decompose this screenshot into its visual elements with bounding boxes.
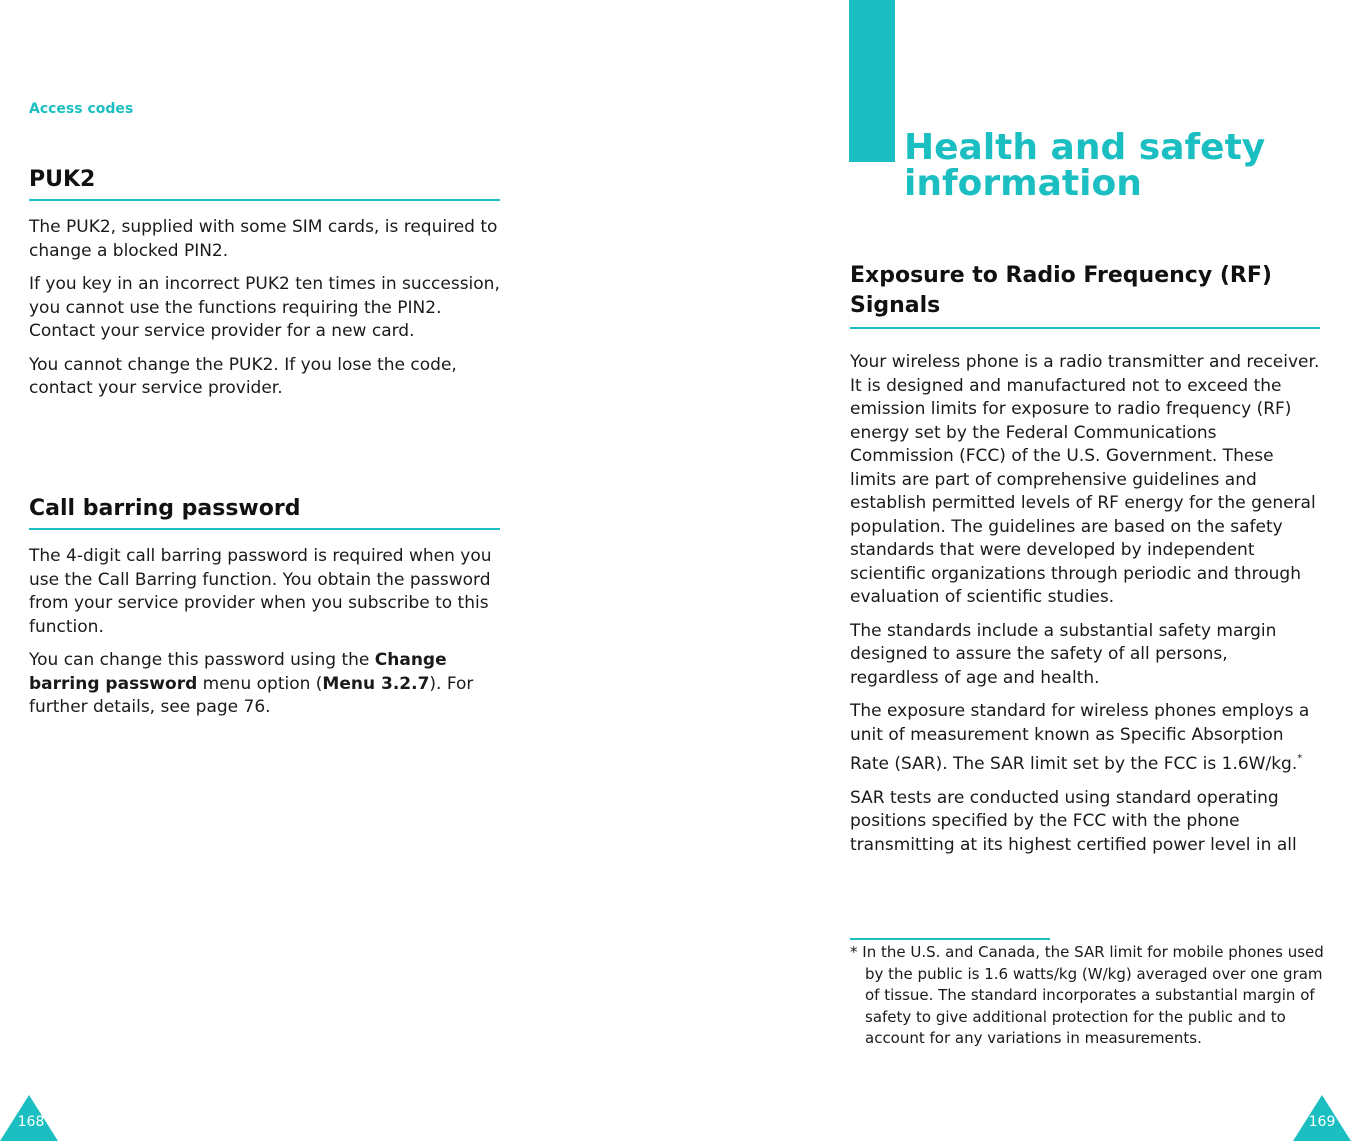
call-barring-body: [29, 545, 500, 720]
page-number: 168: [17, 1114, 45, 1130]
paragraph: If you key in an incorrect PUK2 ten times in succession, you cannot use the functions requiring the PIN2. Contact your service provider for a new card.: [29, 274, 500, 341]
page-number: 169: [1308, 1114, 1336, 1130]
call-barring-heading: Call barring password: [29, 495, 500, 530]
section-label: Access codes: [29, 101, 134, 117]
puk2-section: [29, 166, 500, 411]
left-page: [0, 0, 560, 1141]
menu-option-name: Change barring password: [29, 650, 447, 694]
paragraph: You cannot change the PUK2. If you lose the code, contact your service provider.: [29, 354, 457, 398]
puk2-body: [29, 216, 500, 401]
chapter-title: Health and safety information: [904, 127, 1266, 204]
paragraph: The PUK2, supplied with some SIM cards, is required to change a blocked PIN2.: [29, 217, 498, 261]
paragraph: You can change this password using the Change barring password menu option (Menu 3.2.7). For further details, see page 76.: [29, 650, 474, 717]
chapter-accent-bar: [849, 0, 895, 162]
paragraph: The 4-digit call barring password is required when you use the Call Barring function. You obtain the password from your service provider when you subscribe to this function.: [29, 546, 492, 637]
puk2-heading: PUK2: [29, 166, 500, 201]
right-page: [800, 0, 1351, 1141]
call-barring-section: [29, 495, 500, 730]
footnote: * In the U.S. and Canada, the SAR limit for mobile phones used by the public is 1.6 watts/kg (W/kg) averaged over one gram of tissue. The standard incorporates a substantial margin of safety to give additional protection for the public and to account for any variations in measurements.: [850, 943, 1324, 1047]
footnote-marker: *: [1297, 753, 1303, 764]
footnote-divider: [850, 938, 1050, 940]
rf-body: [850, 351, 1320, 857]
paragraph: Your wireless phone is a radio transmitter and receiver. It is designed and manufactured not to exceed the emission limits for exposure to radio frequency (RF) energy set by the Federal Communications Commission (FCC) of the U.S. Government. These limits are part of comprehensive guidelines and establish permitted levels of RF energy for the general population. The guidelines are based on the safety standards that were developed by independent scientific organizations through periodic and through evaluation of scientific studies.: [850, 352, 1320, 607]
paragraph: SAR tests are conducted using standard operating positions specified by the FCC with the phone transmitting at its highest certified power level in all: [850, 787, 1297, 855]
rf-heading: Exposure to Radio Frequency (RF) Signals: [850, 261, 1320, 329]
rf-section: [850, 261, 1320, 867]
menu-path: Menu 3.2.7: [322, 673, 430, 694]
paragraph: The standards include a substantial safety margin designed to assure the safety of all persons, regardless of age and health.: [850, 620, 1277, 688]
paragraph: The exposure standard for wireless phones employs a unit of measurement known as Specific Absorption Rate (SAR). The SAR limit set by the FCC is 1.6W/kg.*: [850, 701, 1310, 774]
